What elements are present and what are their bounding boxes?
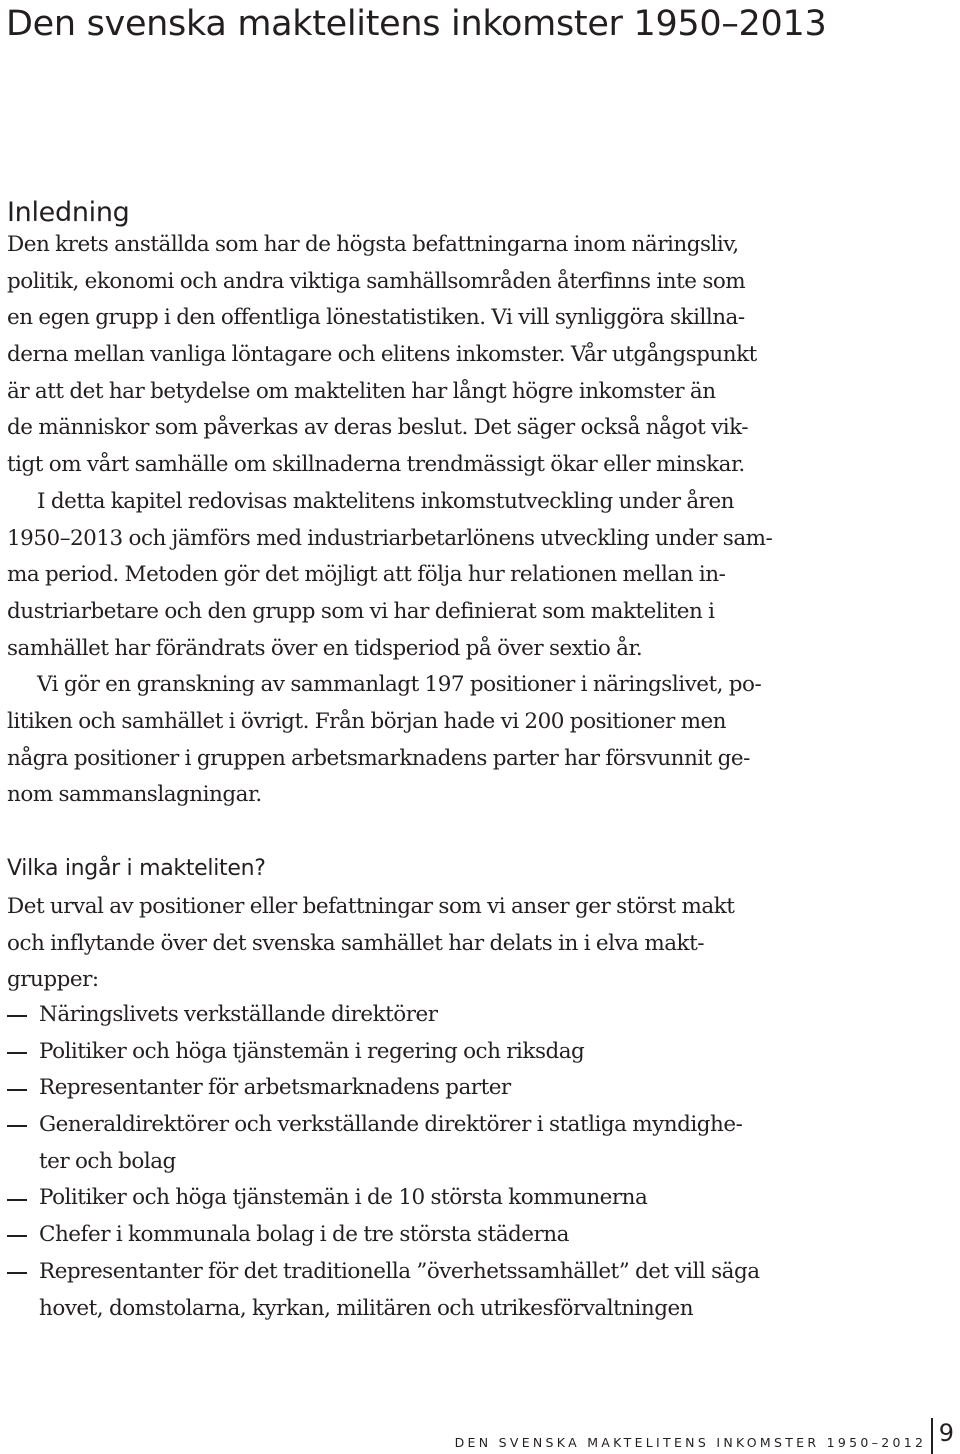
text-line: är att det har betydelse om makteliten har långt högre inkomster än bbox=[7, 378, 716, 404]
dash-icon bbox=[7, 1270, 39, 1274]
text-line: en egen grupp i den offentliga lönestatistiken. Vi vill synliggöra skillna- bbox=[7, 305, 745, 331]
list-item bbox=[7, 1217, 760, 1254]
list-item bbox=[7, 997, 760, 1034]
list-item bbox=[7, 1254, 760, 1291]
intro-paragraphs bbox=[7, 227, 772, 814]
text-line: politik, ekonomi och andra viktiga samhällsområden återfinns inte som bbox=[7, 268, 746, 294]
footer-divider bbox=[931, 1418, 933, 1454]
text-line: dustriarbetare och den grupp som vi har definierat som makteliten i bbox=[7, 598, 715, 624]
list-item-text: Representanter för arbetsmarknadens parter bbox=[39, 1075, 511, 1101]
list-item-text: Representanter för det traditionella ”överhetssamhället” det vill säga bbox=[39, 1258, 760, 1284]
text-line: tigt om vårt samhälle om skillnaderna trendmässigt ökar eller minskar. bbox=[7, 452, 745, 478]
text-line: nom sammanslagningar. bbox=[7, 782, 262, 808]
page-number: 9 bbox=[938, 1419, 954, 1447]
list-item-text: Politiker och höga tjänstemän i de 10 största kommunerna bbox=[39, 1185, 648, 1211]
dash-icon bbox=[7, 1087, 39, 1091]
text-line: I detta kapitel redovisas maktelitens inkomstutveckling under åren bbox=[37, 488, 735, 514]
urval-paragraph bbox=[7, 889, 734, 999]
maktgrupper-list bbox=[7, 997, 760, 1327]
section-heading-vilka: Vilka ingår i makteliten? bbox=[7, 856, 266, 881]
dash-icon bbox=[7, 1233, 39, 1237]
page-title: Den svenska maktelitens inkomster 1950–2013 bbox=[6, 4, 827, 44]
list-item-continuation bbox=[7, 1291, 760, 1328]
text-line: litiken och samhället i övrigt. Från början hade vi 200 positioner men bbox=[7, 708, 727, 734]
dash-icon bbox=[7, 1013, 39, 1017]
text-line: ma period. Metoden gör det möjligt att följa hur relationen mellan in- bbox=[7, 562, 726, 588]
list-item-text: Politiker och höga tjänstemän i regering och riksdag bbox=[39, 1038, 585, 1064]
list-item bbox=[7, 1107, 760, 1144]
text-line: 1950–2013 och jämförs med industriarbetarlönens utveckling under sam- bbox=[7, 525, 773, 551]
running-title: DEN SVENSKA MAKTELITENS INKOMSTER 1950–2012 bbox=[454, 1435, 927, 1450]
list-item-text: Näringslivets verkställande direktörer bbox=[39, 1002, 438, 1027]
section-heading-inledning: Inledning bbox=[7, 197, 130, 228]
text-line: grupper: bbox=[7, 967, 99, 993]
dash-icon bbox=[7, 1050, 39, 1054]
text-line: derna mellan vanliga löntagare och elitens inkomster. Vår utgångspunkt bbox=[7, 342, 757, 368]
list-item bbox=[7, 1034, 760, 1071]
list-item bbox=[7, 1180, 760, 1217]
text-line: samhället har förändrats över en tidsperiod på över sextio år. bbox=[7, 635, 643, 661]
list-item-continuation bbox=[7, 1144, 760, 1181]
text-line: och inflytande över det svenska samhället har delats in i elva makt- bbox=[7, 930, 704, 956]
text-line: några positioner i gruppen arbetsmarknadens parter har försvunnit ge- bbox=[7, 745, 750, 771]
text-line: Det urval av positioner eller befattningar som vi anser ger störst makt bbox=[7, 894, 735, 919]
dash-icon bbox=[7, 1197, 39, 1201]
text-line: Den krets anställda som har de högsta befattningarna inom näringsliv, bbox=[7, 232, 739, 257]
list-item-text: hovet, domstolarna, kyrkan, militären och utrikesförvaltningen bbox=[39, 1295, 694, 1321]
list-item-text: Chefer i kommunala bolag i de tre största städerna bbox=[39, 1222, 569, 1248]
dash-icon bbox=[7, 1123, 39, 1127]
text-line: de människor som påverkas av deras beslut. Det säger också något vik- bbox=[7, 415, 749, 441]
list-item-text: ter och bolag bbox=[39, 1148, 176, 1174]
page-footer bbox=[455, 1418, 954, 1454]
list-item bbox=[7, 1070, 760, 1107]
text-line: Vi gör en granskning av sammanlagt 197 positioner i näringslivet, po- bbox=[37, 672, 762, 698]
list-item-text: Generaldirektörer och verkställande direktörer i statliga myndighe- bbox=[39, 1112, 743, 1138]
